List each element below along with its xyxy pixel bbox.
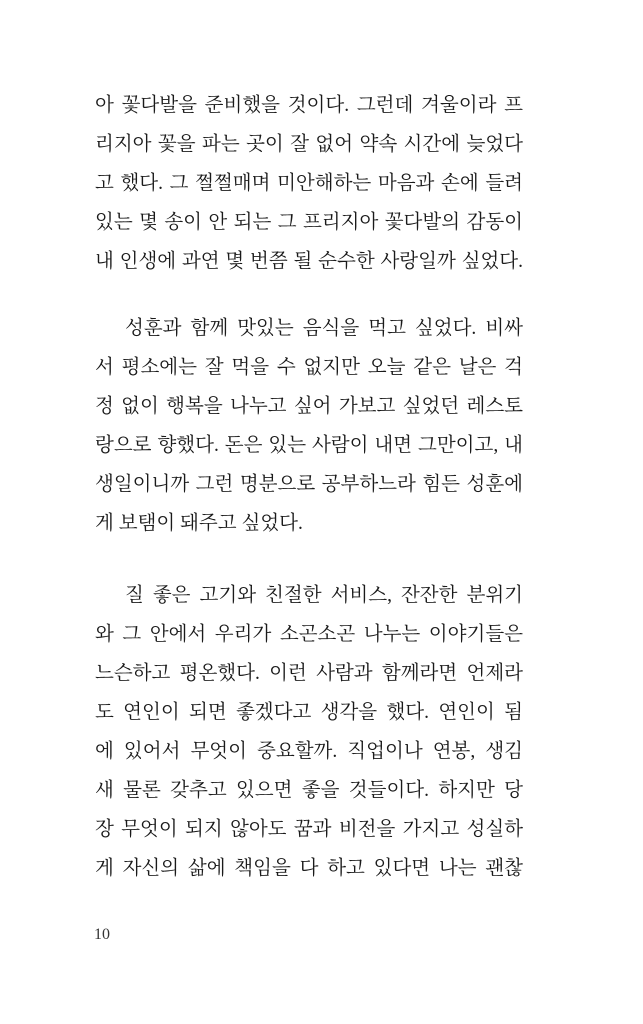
text-line: 도 연인이 되면 좋겠다고 생각을 했다. 연인이 됨: [95, 702, 523, 723]
text-line: 정 없이 행복을 나누고 싶어 가보고 싶었던 레스토: [95, 396, 523, 417]
text-line: 서 평소에는 잘 먹을 수 없지만 오늘 같은 날은 걱: [95, 357, 523, 378]
paragraph-3: [95, 576, 523, 888]
paragraph-1: [95, 86, 523, 281]
text-line: 성훈과 함께 맛있는 음식을 먹고 싶었다. 비싸: [125, 318, 523, 339]
text-line: 장 무엇이 되지 않아도 꿈과 비전을 가지고 성실하: [95, 819, 523, 840]
text-line: 랑으로 향했다. 돈은 있는 사람이 내면 그만이고, 내: [95, 435, 523, 456]
text-line: 아 꽃다발을 준비했을 것이다. 그런데 겨울이라 프: [95, 95, 523, 116]
text-line: 게 자신의 삶에 책임을 다 하고 있다면 나는 괜찮: [95, 858, 523, 879]
page-number: 10: [94, 926, 110, 943]
text-line: 느슨하고 평온했다. 이런 사람과 함께라면 언제라: [95, 663, 523, 684]
text-line: 에 있어서 무엇이 중요할까. 직업이나 연봉, 생김: [95, 741, 523, 762]
text-line: 리지아 꽃을 파는 곳이 잘 없어 약속 시간에 늦었다: [95, 134, 523, 155]
paragraph-2: [95, 309, 523, 543]
text-line: 생일이니까 그런 명분으로 공부하느라 힘든 성훈에: [95, 474, 523, 495]
text-line: 질 좋은 고기와 친절한 서비스, 잔잔한 분위기: [125, 585, 523, 606]
text-line: 새 물론 갖추고 있으면 좋을 것들이다. 하지만 당: [95, 780, 523, 801]
text-line: 내 인생에 과연 몇 번쯤 될 순수한 사랑일까 싶었다.: [95, 251, 523, 272]
text-line: 있는 몇 송이 안 되는 그 프리지아 꽃다발의 감동이: [95, 212, 523, 233]
text-line: 고 했다. 그 쩔쩔매며 미안해하는 마음과 손에 들려: [95, 173, 523, 194]
text-line: 게 보탬이 돼주고 싶었다.: [95, 513, 303, 534]
text-line: 와 그 안에서 우리가 소곤소곤 나누는 이야기들은: [95, 624, 523, 645]
